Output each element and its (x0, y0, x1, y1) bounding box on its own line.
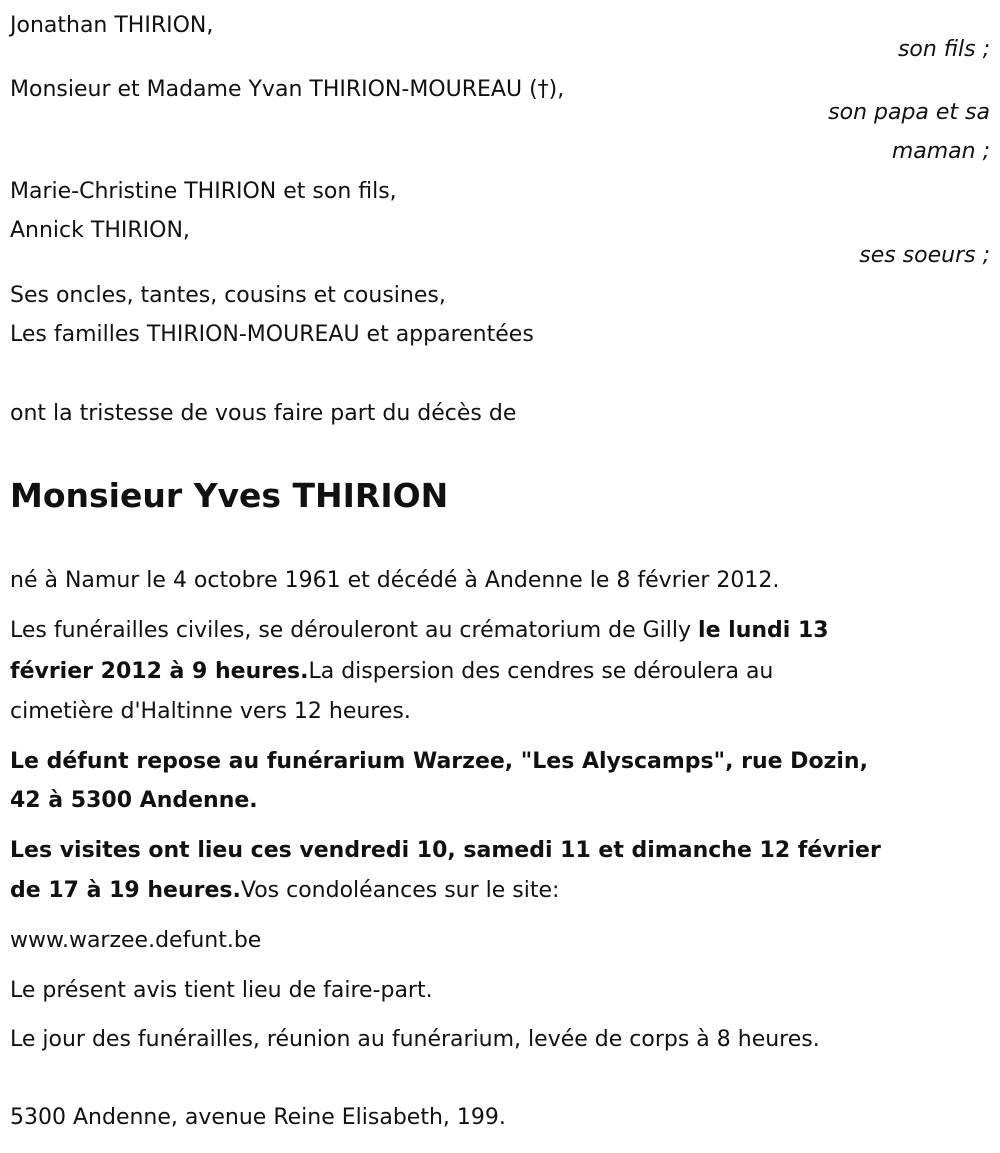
text: Les funérailles civiles, se dérouleront au crématorium de Gilly (10, 618, 699, 643)
family-line: Jonathan THIRION, (10, 13, 214, 38)
birth-death-text: né à Namur le 4 octobre 1961 et décédé à Andenne le 8 février 2012. (10, 568, 780, 593)
rest-location: Le défunt repose au funérarium Warzee, "Les Alyscamps", rue Dozin, (10, 749, 868, 774)
intro-text: ont la tristesse de vous faire part du décès de (10, 401, 517, 426)
funeral-line (10, 658, 773, 686)
funeral-line: cimetière d'Haltinne vers 12 heures. (10, 699, 411, 724)
funeral-day-text: Le jour des funérailles, réunion au funérarium, levée de corps à 8 heures. (10, 1027, 820, 1052)
relation-label: son papa et sa (828, 100, 990, 125)
website-link[interactable]: www.warzee.defunt.be (10, 928, 262, 953)
hours-bold: de 17 à 19 heures. (10, 878, 241, 903)
family-line: Les familles THIRION-MOUREAU et apparentées (10, 322, 534, 347)
family-line: Annick THIRION, (10, 218, 190, 243)
visits-line (10, 877, 559, 905)
text: La dispersion des cendres se déroulera au (308, 659, 774, 684)
deceased-name: Monsieur Yves THIRION (10, 476, 449, 515)
family-line: Monsieur et Madame Yvan THIRION-MOUREAU (†), (10, 77, 565, 102)
rest-location: 42 à 5300 Andenne. (10, 788, 258, 813)
family-line: Marie-Christine THIRION et son fils, (10, 179, 397, 204)
relation-label: ses soeurs ; (859, 243, 990, 268)
family-line: Ses oncles, tantes, cousins et cousines, (10, 283, 446, 308)
visits-line: Les visites ont lieu ces vendredi 10, samedi 11 et dimanche 12 février (10, 838, 881, 863)
relation-label: maman ; (891, 139, 990, 164)
address-text: 5300 Andenne, avenue Reine Elisabeth, 199. (10, 1105, 506, 1130)
date-bold: le lundi 13 (698, 618, 829, 643)
funeral-line (10, 617, 829, 645)
relation-label: son fils ; (897, 37, 990, 62)
text: Vos condoléances sur le site: (240, 878, 560, 903)
date-bold: février 2012 à 9 heures. (10, 659, 309, 684)
notice-text: Le présent avis tient lieu de faire-part. (10, 978, 433, 1003)
